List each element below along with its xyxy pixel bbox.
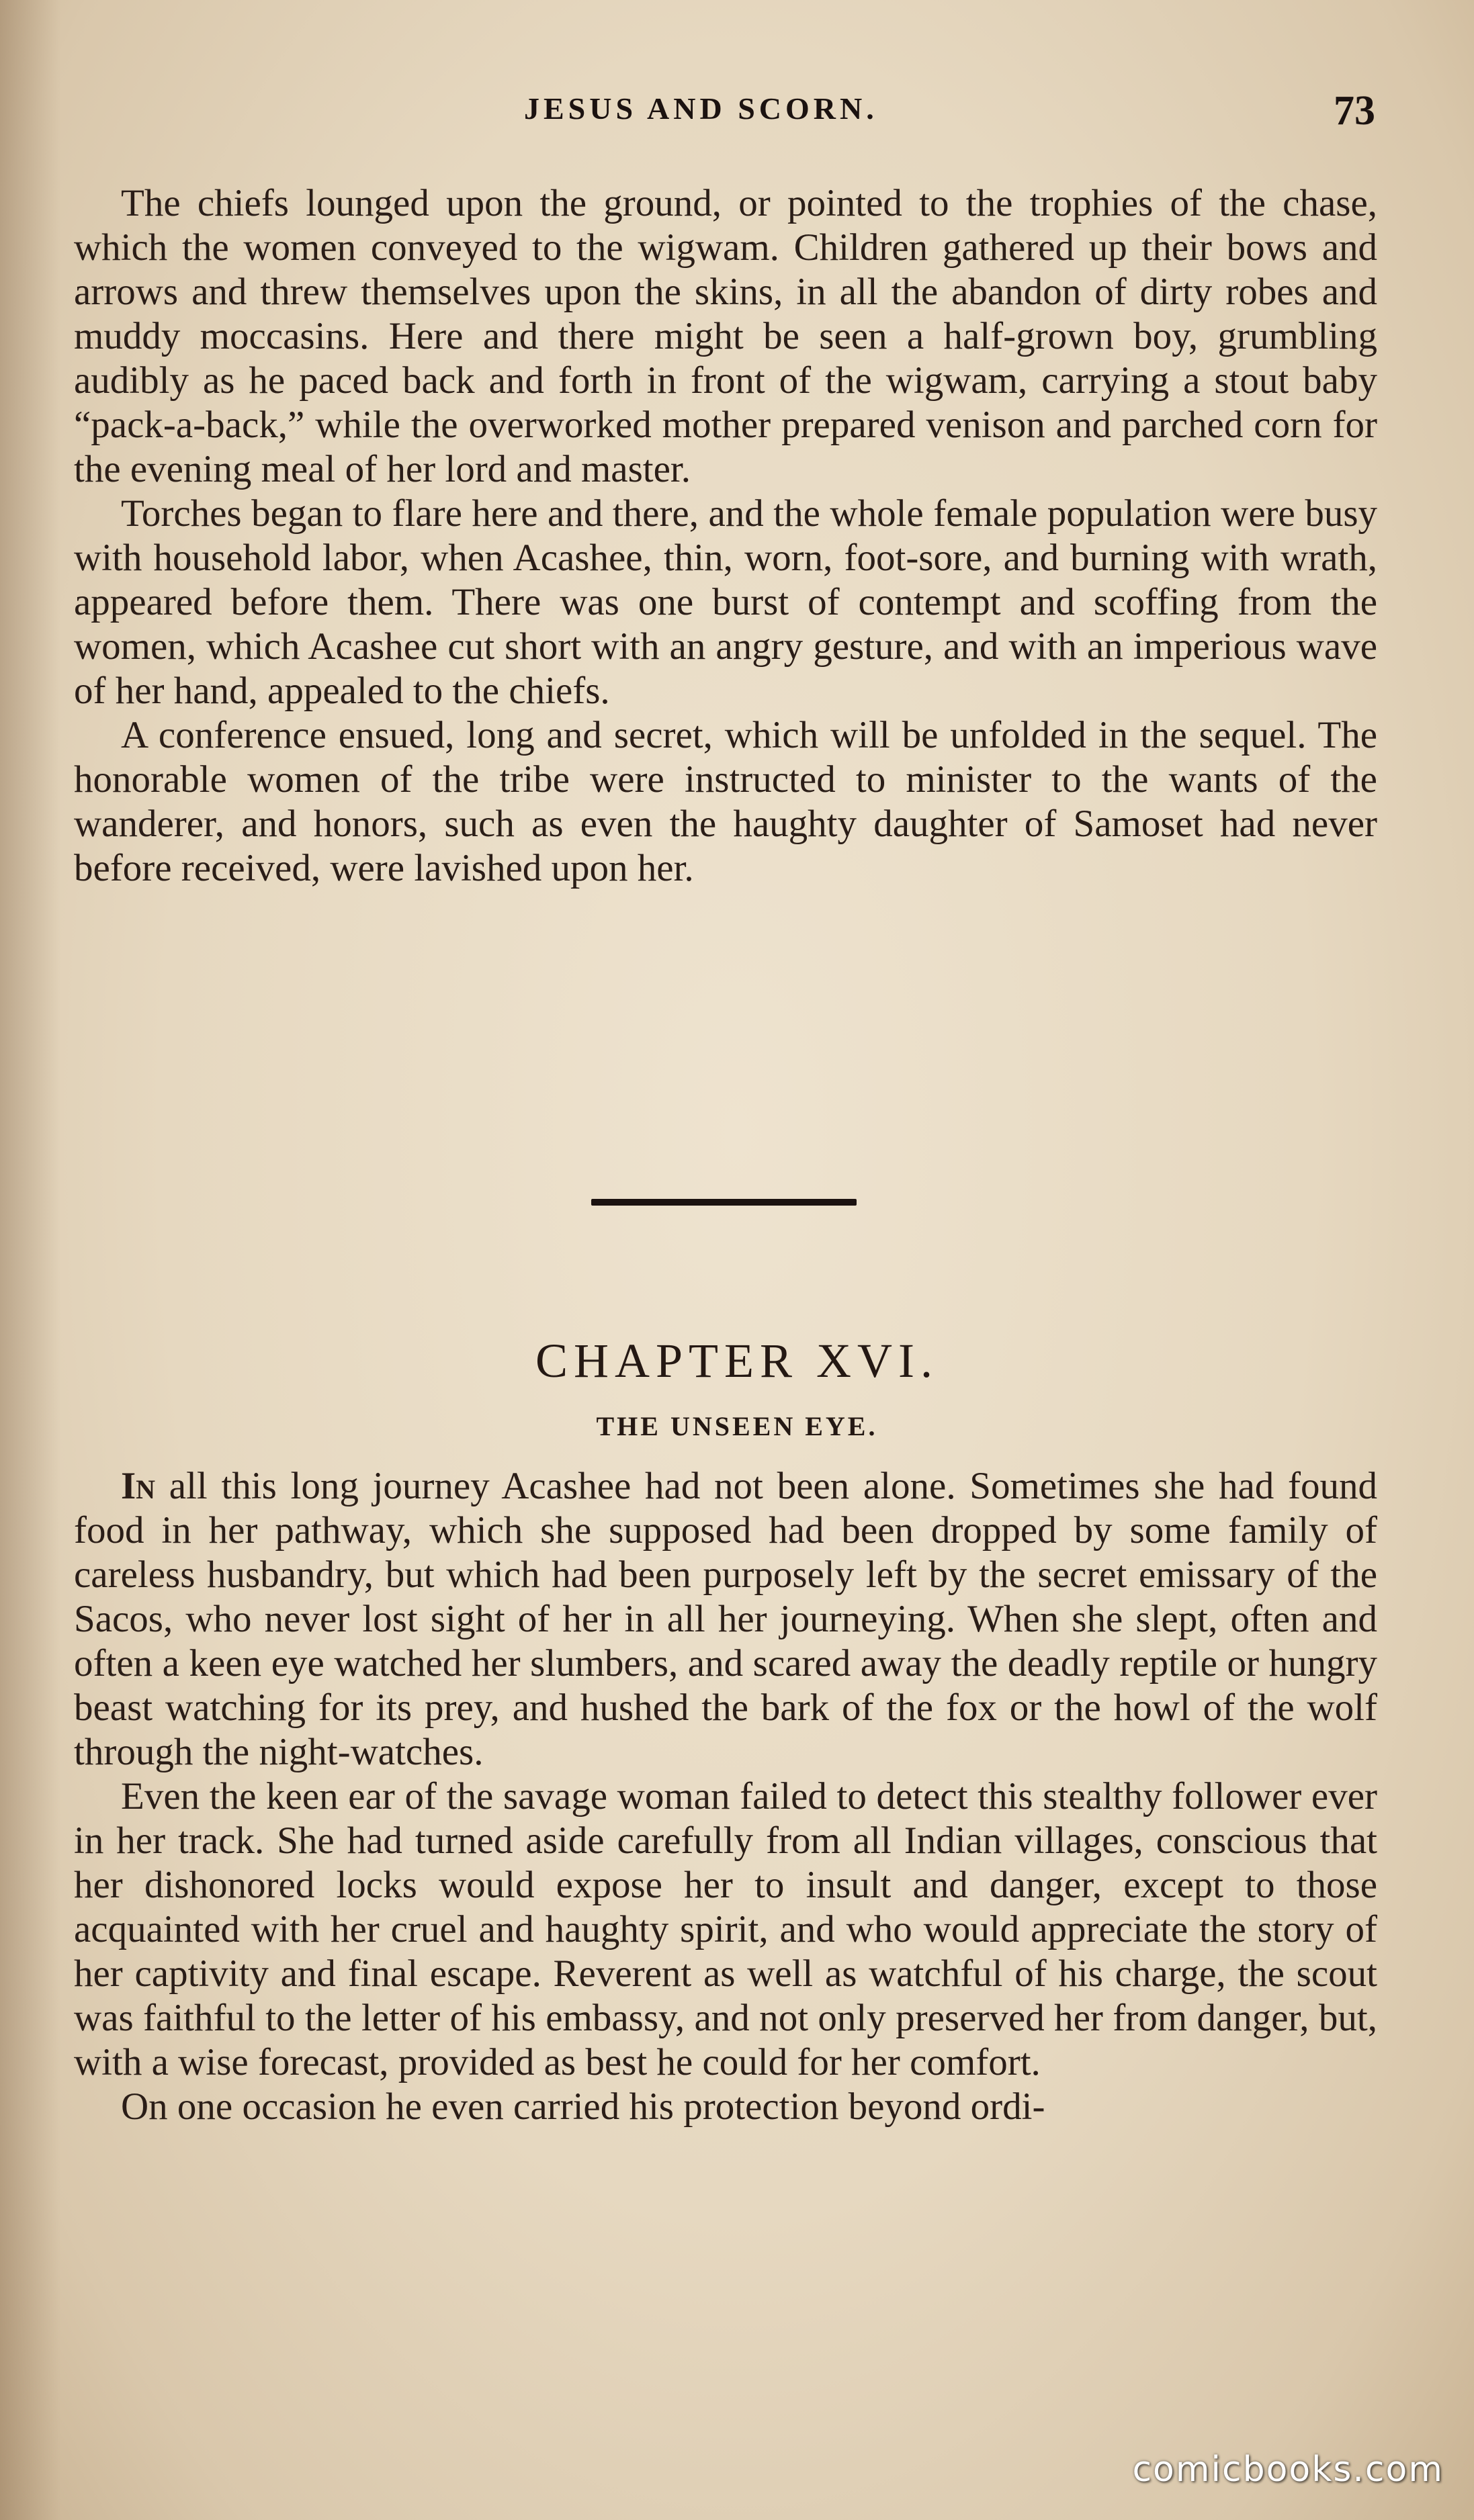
watermark: comicbooks.com	[1132, 2449, 1444, 2490]
paragraph: On one occasion he even carried his protection beyond ordi-	[121, 2085, 1045, 2128]
chapter-lead-word: In	[121, 1465, 156, 1507]
paragraph-text: all this long journey Acashee had not been alone. Sometimes she had found food in her pathway, which she supposed had been dropped by some family of careless husbandry, but which had been purposely left by the secret emissary of the Sacos, who never lost sight of her in all her journeying. When she slept, often and often a keen eye watched her slumbers, and scared away the deadly reptile or hungry beast watching for its prey, and hushed the bark of the fox or the howl of the wolf through the night-watches.	[74, 1465, 1377, 1773]
text-block-bottom	[74, 1464, 1377, 2129]
chapter-subtitle: THE UNSEEN EYE.	[596, 1411, 878, 1441]
chapter-title: CHAPTER XVI.	[535, 1334, 939, 1388]
section-divider-rule	[591, 1199, 857, 1206]
paragraph: The chiefs lounged upon the ground, or pointed to the trophies of the chase, which the women conveyed to the wigwam. Children gathered up their bows and arrows and threw themselves upon the skins, in all the abandon of dirty robes and muddy moccasins. Here and there might be seen a half-grown boy, grumbling audibly as he paced back and forth in front of the wigwam, carrying a stout baby “pack-a-back,” while the overworked mother prepared venison and parched corn for the evening meal of her lord and master.	[74, 182, 1377, 490]
paragraph: Torches began to flare here and there, and the whole female population were busy with household labor, when Acashee, thin, worn, foot-sore, and burning with wrath, appeared before them. There was one burst of contempt and scoffing from the women, which Acashee cut short with an angry gesture, and with an imperious wave of her hand, appealed to the chiefs.	[74, 492, 1377, 712]
paragraph	[74, 1464, 1377, 1774]
page-number: 73	[1334, 88, 1375, 134]
paragraph: Even the keen ear of the savage woman failed to detect this stealthy follower ever in her track. She had turned aside carefully from all Indian villages, conscious that her dishonored locks would expose her to insult and danger, except to those acquainted with her cruel and haughty spirit, and who would appreciate the story of her captivity and final escape. Reverent as well as watchful of his charge, the scout was faithful to the letter of his embassy, and not only preserved her from danger, but, with a wise forecast, provided as best he could for her comfort.	[74, 1775, 1377, 2083]
paragraph: A conference ensued, long and secret, which will be unfolded in the sequel. The honorable women of the tribe were instructed to minister to the wants of the wanderer, and honors, such as even the haughty daughter of Samoset had never before received, were lavished upon her.	[74, 714, 1377, 889]
text-block-top	[74, 181, 1377, 891]
page-gutter-shadow	[0, 0, 60, 2520]
running-head: JESUS AND SCORN.	[524, 91, 878, 126]
